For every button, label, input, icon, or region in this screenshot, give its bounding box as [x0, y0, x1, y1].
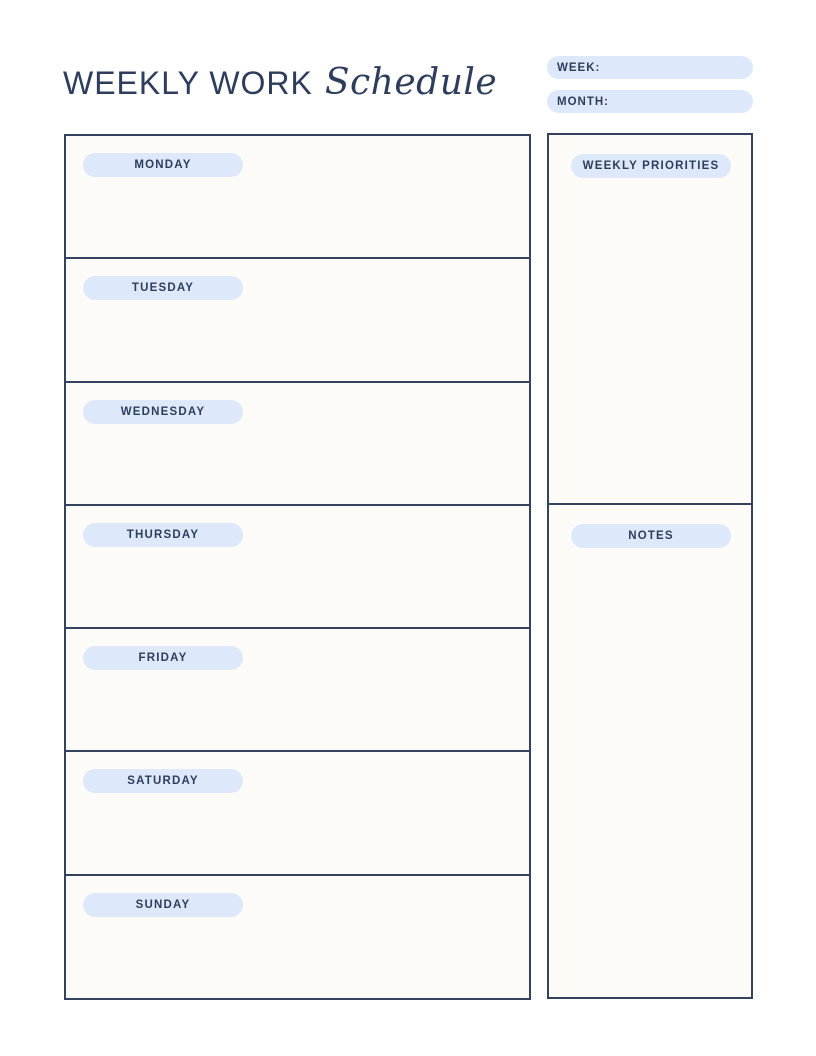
- day-label-monday: MONDAY: [83, 153, 243, 177]
- title-main-text: WEEKLY WORK: [63, 65, 313, 101]
- day-box-friday[interactable]: [66, 629, 529, 752]
- day-box-tuesday[interactable]: [66, 259, 529, 382]
- day-box-monday[interactable]: [66, 136, 529, 259]
- day-box-wednesday[interactable]: [66, 383, 529, 506]
- side-panel: [547, 133, 753, 999]
- week-label: WEEK:: [557, 61, 601, 74]
- day-label-sunday: SUNDAY: [83, 893, 243, 917]
- day-label-thursday: THURSDAY: [83, 523, 243, 547]
- day-box-thursday[interactable]: [66, 506, 529, 629]
- day-label-wednesday: WEDNESDAY: [83, 400, 243, 424]
- title-script-text: Schedule: [324, 62, 498, 103]
- day-label-tuesday: TUESDAY: [83, 276, 243, 300]
- month-field[interactable]: [547, 90, 753, 113]
- weekly-priorities-label: WEEKLY PRIORITIES: [571, 154, 731, 178]
- week-field[interactable]: [547, 56, 753, 79]
- day-box-saturday[interactable]: [66, 752, 529, 875]
- month-label: MONTH:: [557, 95, 609, 108]
- notes-box[interactable]: [549, 505, 751, 997]
- day-label-friday: FRIDAY: [83, 646, 243, 670]
- notes-label: NOTES: [571, 524, 731, 548]
- day-label-saturday: SATURDAY: [83, 769, 243, 793]
- weekly-priorities-box[interactable]: [549, 135, 751, 505]
- days-grid: [64, 134, 531, 1000]
- page-title: [63, 62, 497, 106]
- day-box-sunday[interactable]: [66, 876, 529, 999]
